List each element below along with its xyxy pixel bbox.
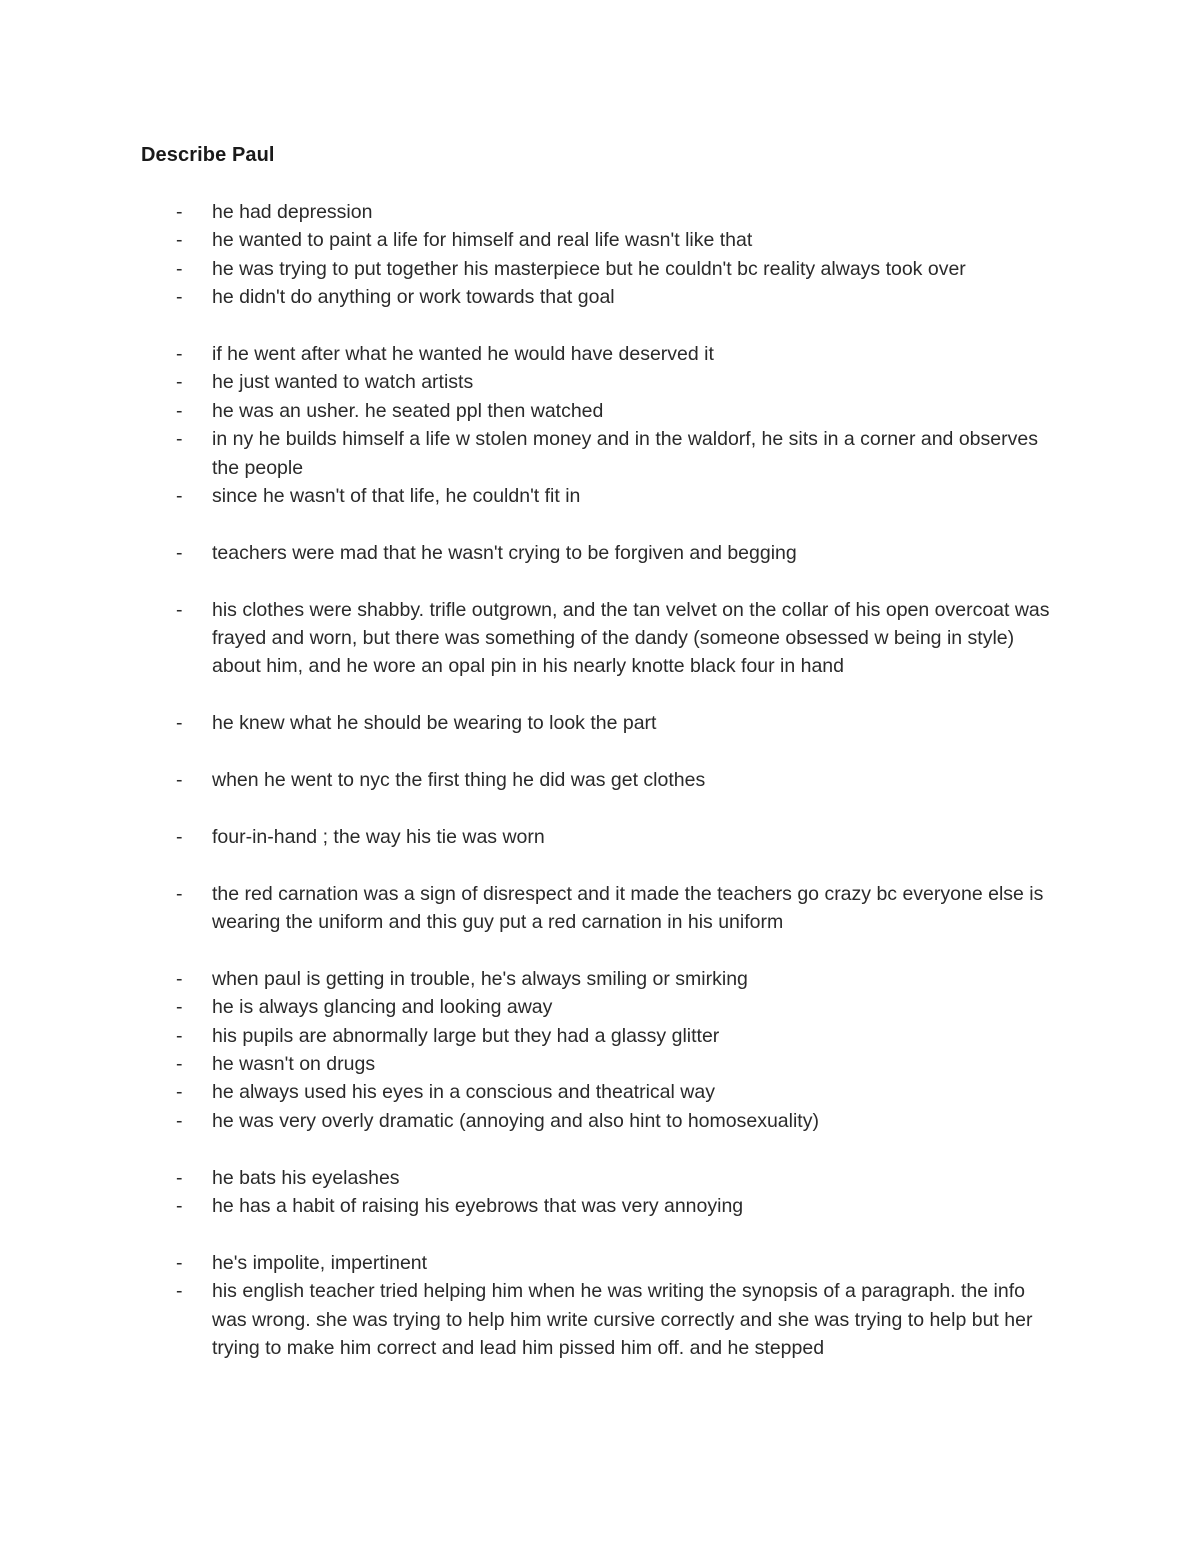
- list-item-text: he had depression: [212, 201, 373, 223]
- list-item: [141, 482, 1061, 510]
- bullet-dash: -: [176, 1280, 183, 1303]
- bullet-dash: -: [176, 769, 183, 792]
- list-item-text: since he wasn't of that life, he couldn't fit in: [212, 485, 581, 508]
- bullet-dash: -: [176, 485, 183, 508]
- list-item-text: teachers were mad that he wasn't crying to be forgiven and begging: [212, 541, 797, 564]
- bullet-dash: -: [176, 371, 183, 394]
- list-item: [141, 965, 1061, 993]
- list-item-text: if he went after what he wanted he would have deserved it: [212, 343, 714, 366]
- bullet-dash: -: [176, 201, 183, 223]
- list-item: [141, 1277, 1061, 1362]
- list-item-text: he didn't do anything or work towards that goal: [212, 286, 615, 309]
- list-item: [141, 539, 1061, 567]
- bullet-dash: -: [176, 399, 183, 422]
- list-item: [141, 596, 1061, 681]
- list-item: [141, 226, 1061, 254]
- bullet-dash: -: [176, 541, 183, 564]
- list-item: [141, 709, 1061, 737]
- page-title: Describe Paul: [141, 144, 275, 166]
- list-item-text: he has a habit of raising his eyebrows that was very annoying: [212, 1195, 744, 1218]
- notes-list: [141, 198, 1061, 1363]
- list-item-text: four-in-hand ; the way his tie was worn: [212, 825, 545, 848]
- list-item: [141, 425, 1061, 482]
- list-item: [141, 397, 1061, 425]
- list-item-text: when paul is getting in trouble, he's always smiling or smirking: [212, 967, 748, 990]
- bullet-dash: -: [176, 967, 183, 990]
- list-item-text: he is always glancing and looking away: [212, 996, 553, 1019]
- bullet-dash: -: [176, 825, 183, 848]
- list-item-text: the red carnation was a sign of disrespect and it made the teachers go crazy bc everyone else is wearing the uniform and this guy put a red carnation in his uniform: [212, 882, 1044, 934]
- list-item: [141, 340, 1061, 368]
- list-item: [141, 823, 1061, 851]
- bullet-dash: -: [176, 229, 183, 252]
- list-item-text: his english teacher tried helping him when he was writing the synopsis of a paragraph. the info was wrong. she was trying to help him write cursive correctly and she was trying to help but her trying to make him correct and lead him pissed him off. and he stepped: [212, 1280, 1033, 1360]
- list-item-text: he was trying to put together his masterpiece but he couldn't bc reality always took over: [212, 257, 966, 280]
- list-item-text: when he went to nyc the first thing he did was get clothes: [212, 769, 706, 792]
- bullet-dash: -: [176, 1166, 183, 1189]
- bullet-dash: -: [176, 1053, 183, 1076]
- list-item: [141, 368, 1061, 396]
- bullet-dash: -: [176, 598, 183, 621]
- list-item: [141, 766, 1061, 794]
- list-item-text: he bats his eyelashes: [212, 1166, 400, 1189]
- list-item: [141, 1078, 1061, 1106]
- bullet-dash: -: [176, 343, 183, 366]
- list-item-text: he was an usher. he seated ppl then watched: [212, 399, 604, 422]
- bullet-dash: -: [176, 286, 183, 309]
- bullet-dash: -: [176, 712, 183, 735]
- bullet-dash: -: [176, 1195, 183, 1218]
- list-item: [141, 1249, 1061, 1277]
- bullet-dash: -: [176, 1251, 183, 1274]
- list-item: [141, 1050, 1061, 1078]
- bullet-dash: -: [176, 1024, 183, 1047]
- list-item-text: he knew what he should be wearing to look the part: [212, 712, 657, 735]
- list-item-text: he's impolite, impertinent: [212, 1251, 428, 1274]
- list-item: [141, 1192, 1061, 1220]
- list-item: [141, 198, 1061, 226]
- list-item: [141, 1022, 1061, 1050]
- bullet-dash: -: [176, 1109, 183, 1132]
- list-item: [141, 880, 1061, 937]
- bullet-dash: -: [176, 428, 183, 451]
- list-item-text: he always used his eyes in a conscious and theatrical way: [212, 1081, 715, 1104]
- bullet-dash: -: [176, 882, 183, 905]
- bullet-dash: -: [176, 257, 183, 280]
- list-item-text: he just wanted to watch artists: [212, 371, 474, 394]
- list-item: [141, 283, 1061, 311]
- list-item-text: his clothes were shabby. trifle outgrown, and the tan velvet on the collar of his open overcoat was frayed and worn, but there was something of the dandy (someone obsessed w being in style) about him, and he wore an opal pin in his nearly knotte black four in hand: [212, 598, 1050, 678]
- list-item-text: he wanted to paint a life for himself and real life wasn't like that: [212, 229, 753, 252]
- bullet-dash: -: [176, 996, 183, 1019]
- bullet-dash: -: [176, 1081, 183, 1104]
- list-item: [141, 1164, 1061, 1192]
- list-item-text: he was very overly dramatic (annoying and also hint to homosexuality): [212, 1109, 819, 1132]
- list-item-text: he wasn't on drugs: [212, 1053, 376, 1076]
- list-item: [141, 993, 1061, 1021]
- list-item-text: in ny he builds himself a life w stolen money and in the waldorf, he sits in a corner and observes the people: [212, 428, 1038, 479]
- list-item: [141, 1107, 1061, 1135]
- list-item: [141, 255, 1061, 283]
- list-item-text: his pupils are abnormally large but they had a glassy glitter: [212, 1024, 720, 1047]
